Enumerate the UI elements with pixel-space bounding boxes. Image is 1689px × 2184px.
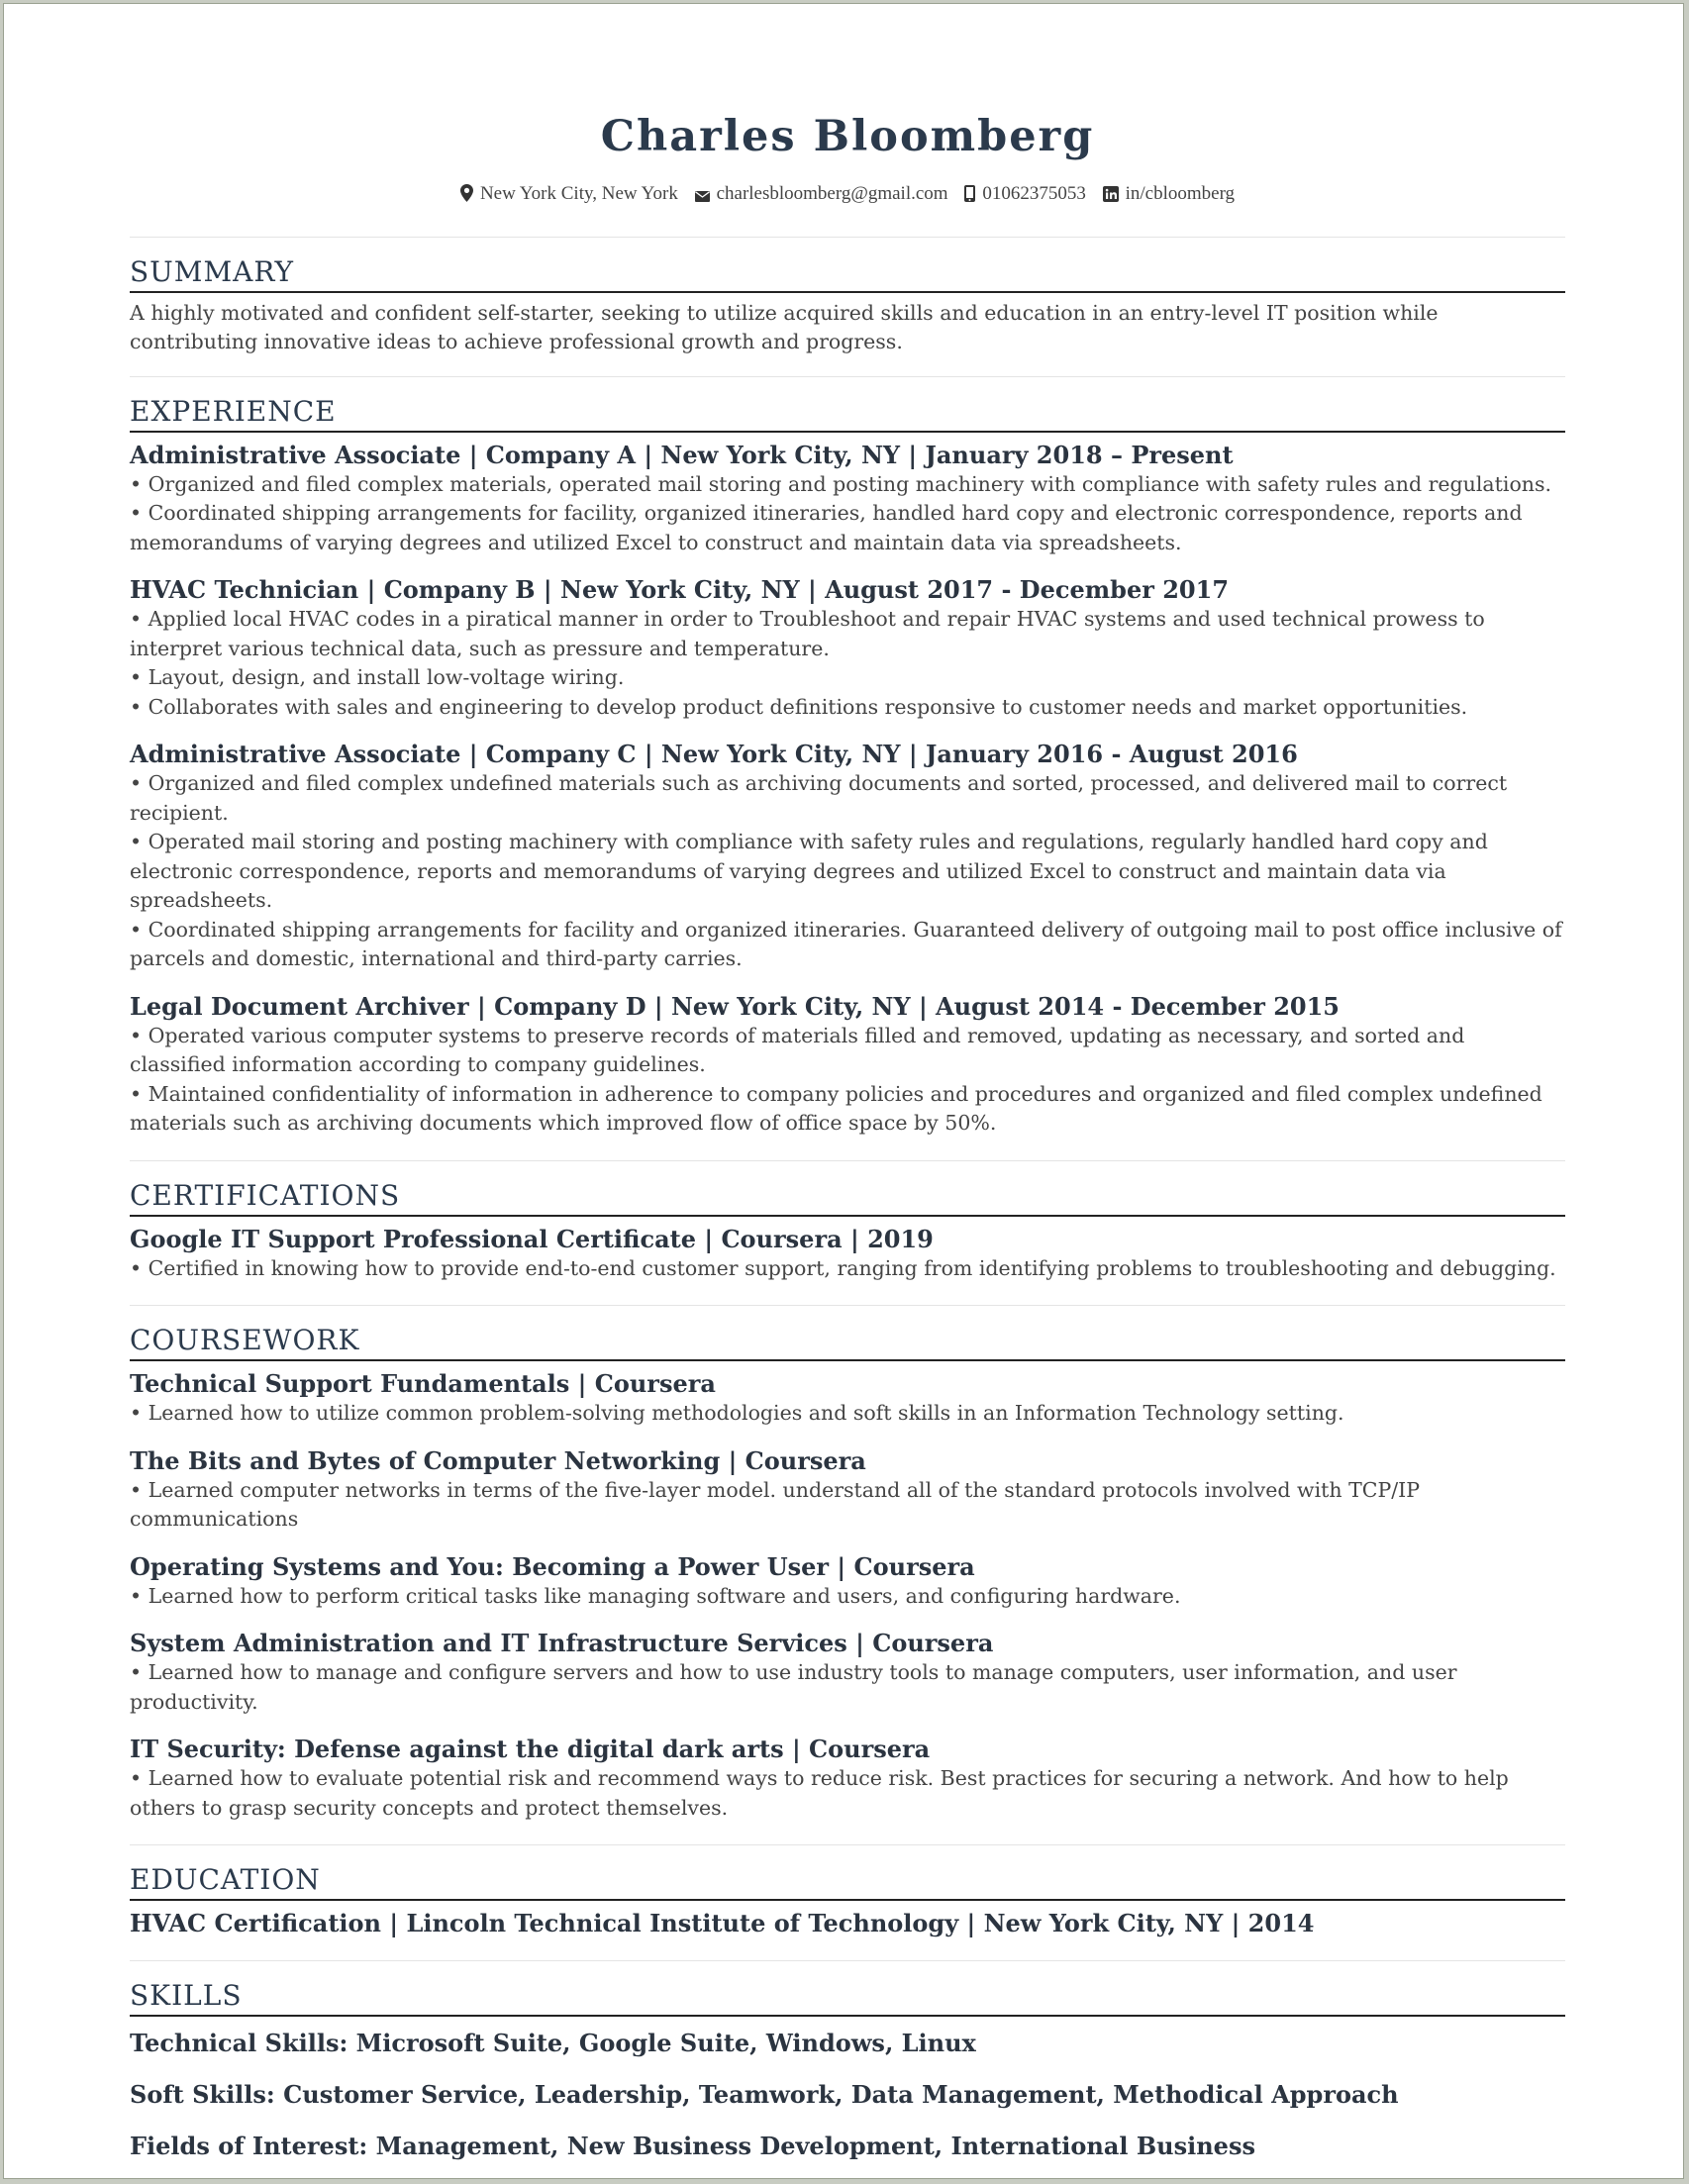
role-heading: Administrative Associate | Company C | New York City, NY | January 2016 - August 2016	[130, 740, 1298, 769]
section-title-summary: SUMMARY	[130, 255, 1565, 293]
phone-icon	[964, 185, 975, 202]
bullet: • Learned how to evaluate potential risk and recommend ways to reduce risk. Best practices for securing a network. And how to help others to grasp security concepts and protect themselves.	[130, 1766, 1509, 1820]
divider	[130, 237, 1565, 238]
resume-content	[130, 4, 1565, 2161]
section-title-experience: EXPERIENCE	[130, 395, 1565, 433]
linkedin-icon	[1103, 186, 1119, 202]
bullet: • Operated mail storing and posting machinery with compliance with safety rules and regulations, regularly handled hard copy and electronic correspondence, reports and memorandums of varying degrees and utilized Excel to construct and maintain data via spreadsheets.	[130, 830, 1488, 913]
bullet: • Applied local HVAC codes in a piratical manner in order to Troubleshoot and repair HVAC systems and used technical prowess to interpret various technical data, such as pressure and temperature.	[130, 607, 1485, 660]
education-section	[130, 1863, 1565, 1938]
bullet: • Collaborates with sales and engineering to develop product definitions responsive to customer needs and market opportunities.	[130, 694, 1468, 719]
bullet: • Learned computer networks in terms of the five-layer model. understand all of the standard protocols involved with TCP/IP communications	[130, 1477, 1421, 1532]
course-entry	[130, 1369, 1565, 1429]
contact-line	[130, 180, 1565, 207]
course-entry	[130, 1552, 1565, 1612]
bullet: • Certified in knowing how to provide end-to-end customer support, ranging from identifying problems to troubleshooting and debugging.	[130, 1255, 1556, 1280]
course-entry	[130, 1735, 1565, 1823]
bullet: • Maintained confidentiality of information in adherence to company policies and procedures and organized and filed complex undefined materials such as archiving documents which improved flow of office space by 50%.	[130, 1081, 1542, 1136]
summary-section	[130, 255, 1565, 357]
bullet: • Learned how to perform critical tasks like managing software and users, and configuring hardware.	[130, 1583, 1181, 1608]
section-title-education: EDUCATION	[130, 1863, 1565, 1901]
role-heading: Legal Document Archiver | Company D | New York City, NY | August 2014 - December 2015	[130, 991, 1340, 1021]
experience-section	[130, 395, 1565, 1139]
course-heading: Operating Systems and You: Becoming a Power User | Coursera	[130, 1551, 975, 1581]
role-heading: HVAC Technician | Company B | New York City, NY | August 2017 - December 2017	[130, 575, 1230, 605]
envelope-icon	[695, 191, 710, 202]
course-heading: Technical Support Fundamentals | Coursera	[130, 1369, 716, 1399]
contact-email[interactable]	[695, 181, 948, 207]
location-text: New York City, New York	[479, 182, 678, 204]
contact-location	[460, 181, 678, 207]
skill-line: Soft Skills: Customer Service, Leadership, Teamwork, Data Management, Methodical Approach	[130, 2080, 1399, 2110]
section-title-skills: SKILLS	[130, 1979, 1565, 2017]
divider	[130, 376, 1565, 377]
resume-page	[3, 3, 1684, 2179]
bullet: • Learned how to utilize common problem-solving methodologies and soft skills in an Information Technology setting.	[130, 1401, 1344, 1426]
section-title-coursework: COURSEWORK	[130, 1324, 1565, 1361]
bullet: • Operated various computer systems to preserve records of materials filled and removed, updating as necessary, and sorted and classified information according to company guidelines.	[130, 1023, 1465, 1077]
summary-text: A highly motivated and confident self-starter, seeking to utilize acquired skills and education in an entry-level IT position while contributing innovative ideas to achieve professional growth and progress.	[130, 300, 1439, 354]
candidate-name: Charles Bloomberg	[600, 112, 1095, 161]
coursework-section	[130, 1324, 1565, 1823]
skill-line: Fields of Interest: Management, New Business Development, International Business	[130, 2132, 1255, 2161]
course-entry	[130, 1629, 1565, 1717]
bullet: • Layout, design, and install low-voltage wiring.	[130, 665, 625, 690]
experience-entry	[130, 740, 1565, 974]
education-entry: HVAC Certification | Lincoln Technical Institute of Technology | New York City, NY | 2014	[130, 1909, 1315, 1938]
linkedin-text: in/cbloomberg	[1125, 182, 1236, 204]
course-heading: IT Security: Defense against the digital dark arts | Coursera	[130, 1735, 931, 1764]
divider	[130, 1960, 1565, 1961]
course-heading: The Bits and Bytes of Computer Networking | Coursera	[130, 1445, 866, 1475]
bullet: • Organized and filed complex undefined materials such as archiving documents and sorted, processed, and delivered mail to correct recipient.	[130, 771, 1508, 825]
divider	[130, 1160, 1565, 1161]
section-title-certifications: CERTIFICATIONS	[130, 1179, 1565, 1217]
divider	[130, 1844, 1565, 1845]
role-heading: Administrative Associate | Company A | New York City, NY | January 2018 – Present	[130, 440, 1234, 469]
divider	[130, 1305, 1565, 1306]
experience-entry	[130, 441, 1565, 558]
skill-line: Technical Skills: Microsoft Suite, Google Suite, Windows, Linux	[130, 2029, 976, 2058]
experience-entry	[130, 575, 1565, 722]
bullet: • Coordinated shipping arrangements for facility, organized itineraries, handled hard copy and electronic correspondence, reports and memorandums of varying degrees and utilized Excel to construct and maintain data via spreadsheets.	[130, 501, 1523, 554]
contact-linkedin[interactable]	[1103, 181, 1235, 207]
map-pin-icon	[460, 184, 473, 202]
skills-section	[130, 1979, 1565, 2161]
email-text: charlesbloomberg@gmail.com	[716, 182, 948, 204]
phone-text: 01062375053	[982, 182, 1086, 204]
certifications-section	[130, 1179, 1565, 1284]
bullet: • Learned how to manage and configure servers and how to use industry tools to manage computers, user information, and user productivity.	[130, 1660, 1457, 1714]
bullet: • Coordinated shipping arrangements for facility and organized itineraries. Guaranteed delivery of outgoing mail to post office inclusive of parcels and domestic, international and third-party carries.	[130, 917, 1562, 971]
course-heading: System Administration and IT Infrastructure Services | Coursera	[130, 1629, 994, 1658]
bullet: • Organized and filed complex materials, operated mail storing and posting machinery with compliance with safety rules and regulations.	[130, 471, 1552, 496]
course-entry	[130, 1446, 1565, 1535]
certification-entry	[130, 1225, 1565, 1284]
contact-phone[interactable]	[964, 181, 1086, 207]
experience-entry	[130, 992, 1565, 1139]
certification-heading: Google IT Support Professional Certificate | Coursera | 2019	[130, 1224, 934, 1253]
